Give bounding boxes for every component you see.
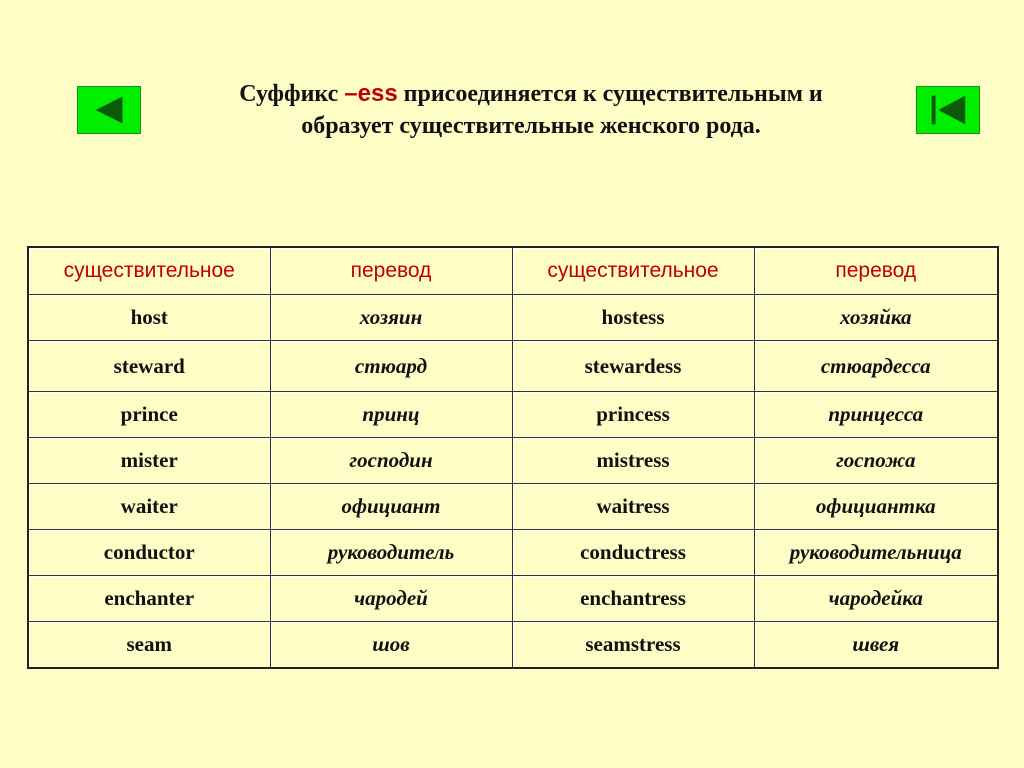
suffix-highlight: –ess [344, 80, 398, 107]
translation-cell: шов [270, 622, 512, 669]
header-feminine-noun: существительное [512, 247, 754, 295]
title-line-2: образует существительные женского рода. [301, 113, 761, 139]
title-text-end: присоединяется к существительным и [397, 81, 823, 107]
noun-cell: host [28, 295, 270, 341]
feminine-noun-cell: waitress [512, 484, 754, 530]
table-row [28, 341, 998, 392]
noun-cell: enchanter [28, 576, 270, 622]
feminine-translation-cell: швея [754, 622, 998, 669]
feminine-translation-cell: стюардесса [754, 341, 998, 392]
feminine-noun-cell: mistress [512, 438, 754, 484]
first-slide-button[interactable] [916, 86, 980, 134]
table-row [28, 392, 998, 438]
table-row [28, 530, 998, 576]
noun-cell: conductor [28, 530, 270, 576]
back-button[interactable] [77, 86, 141, 134]
translation-cell: руководитель [270, 530, 512, 576]
translation-cell: чародей [270, 576, 512, 622]
feminine-translation-cell: хозяйка [754, 295, 998, 341]
skip-to-start-icon [917, 87, 979, 133]
translation-cell: стюард [270, 341, 512, 392]
word-table [27, 246, 999, 669]
title-text-start: Суффикс [239, 81, 345, 107]
table-row [28, 438, 998, 484]
feminine-translation-cell: официантка [754, 484, 998, 530]
feminine-noun-cell: hostess [512, 295, 754, 341]
noun-cell: waiter [28, 484, 270, 530]
noun-cell: seam [28, 622, 270, 669]
header-noun: существительное [28, 247, 270, 295]
triangle-left-icon [78, 87, 140, 133]
feminine-translation-cell: принцесса [754, 392, 998, 438]
table-header-row [28, 247, 998, 295]
table-row [28, 622, 998, 669]
page-title [150, 78, 912, 142]
feminine-noun-cell: stewardess [512, 341, 754, 392]
table-row [28, 576, 998, 622]
noun-cell: mister [28, 438, 270, 484]
header-translation: перевод [270, 247, 512, 295]
noun-cell: prince [28, 392, 270, 438]
feminine-noun-cell: conductress [512, 530, 754, 576]
feminine-noun-cell: princess [512, 392, 754, 438]
feminine-translation-cell: руководительница [754, 530, 998, 576]
feminine-noun-cell: enchantress [512, 576, 754, 622]
translation-cell: принц [270, 392, 512, 438]
translation-cell: официант [270, 484, 512, 530]
noun-cell: steward [28, 341, 270, 392]
title-line-1 [150, 78, 912, 110]
translation-cell: хозяин [270, 295, 512, 341]
table-row [28, 484, 998, 530]
table-row [28, 295, 998, 341]
header-feminine-translation: перевод [754, 247, 998, 295]
feminine-translation-cell: чародейка [754, 576, 998, 622]
translation-cell: господин [270, 438, 512, 484]
feminine-translation-cell: госпожа [754, 438, 998, 484]
feminine-noun-cell: seamstress [512, 622, 754, 669]
